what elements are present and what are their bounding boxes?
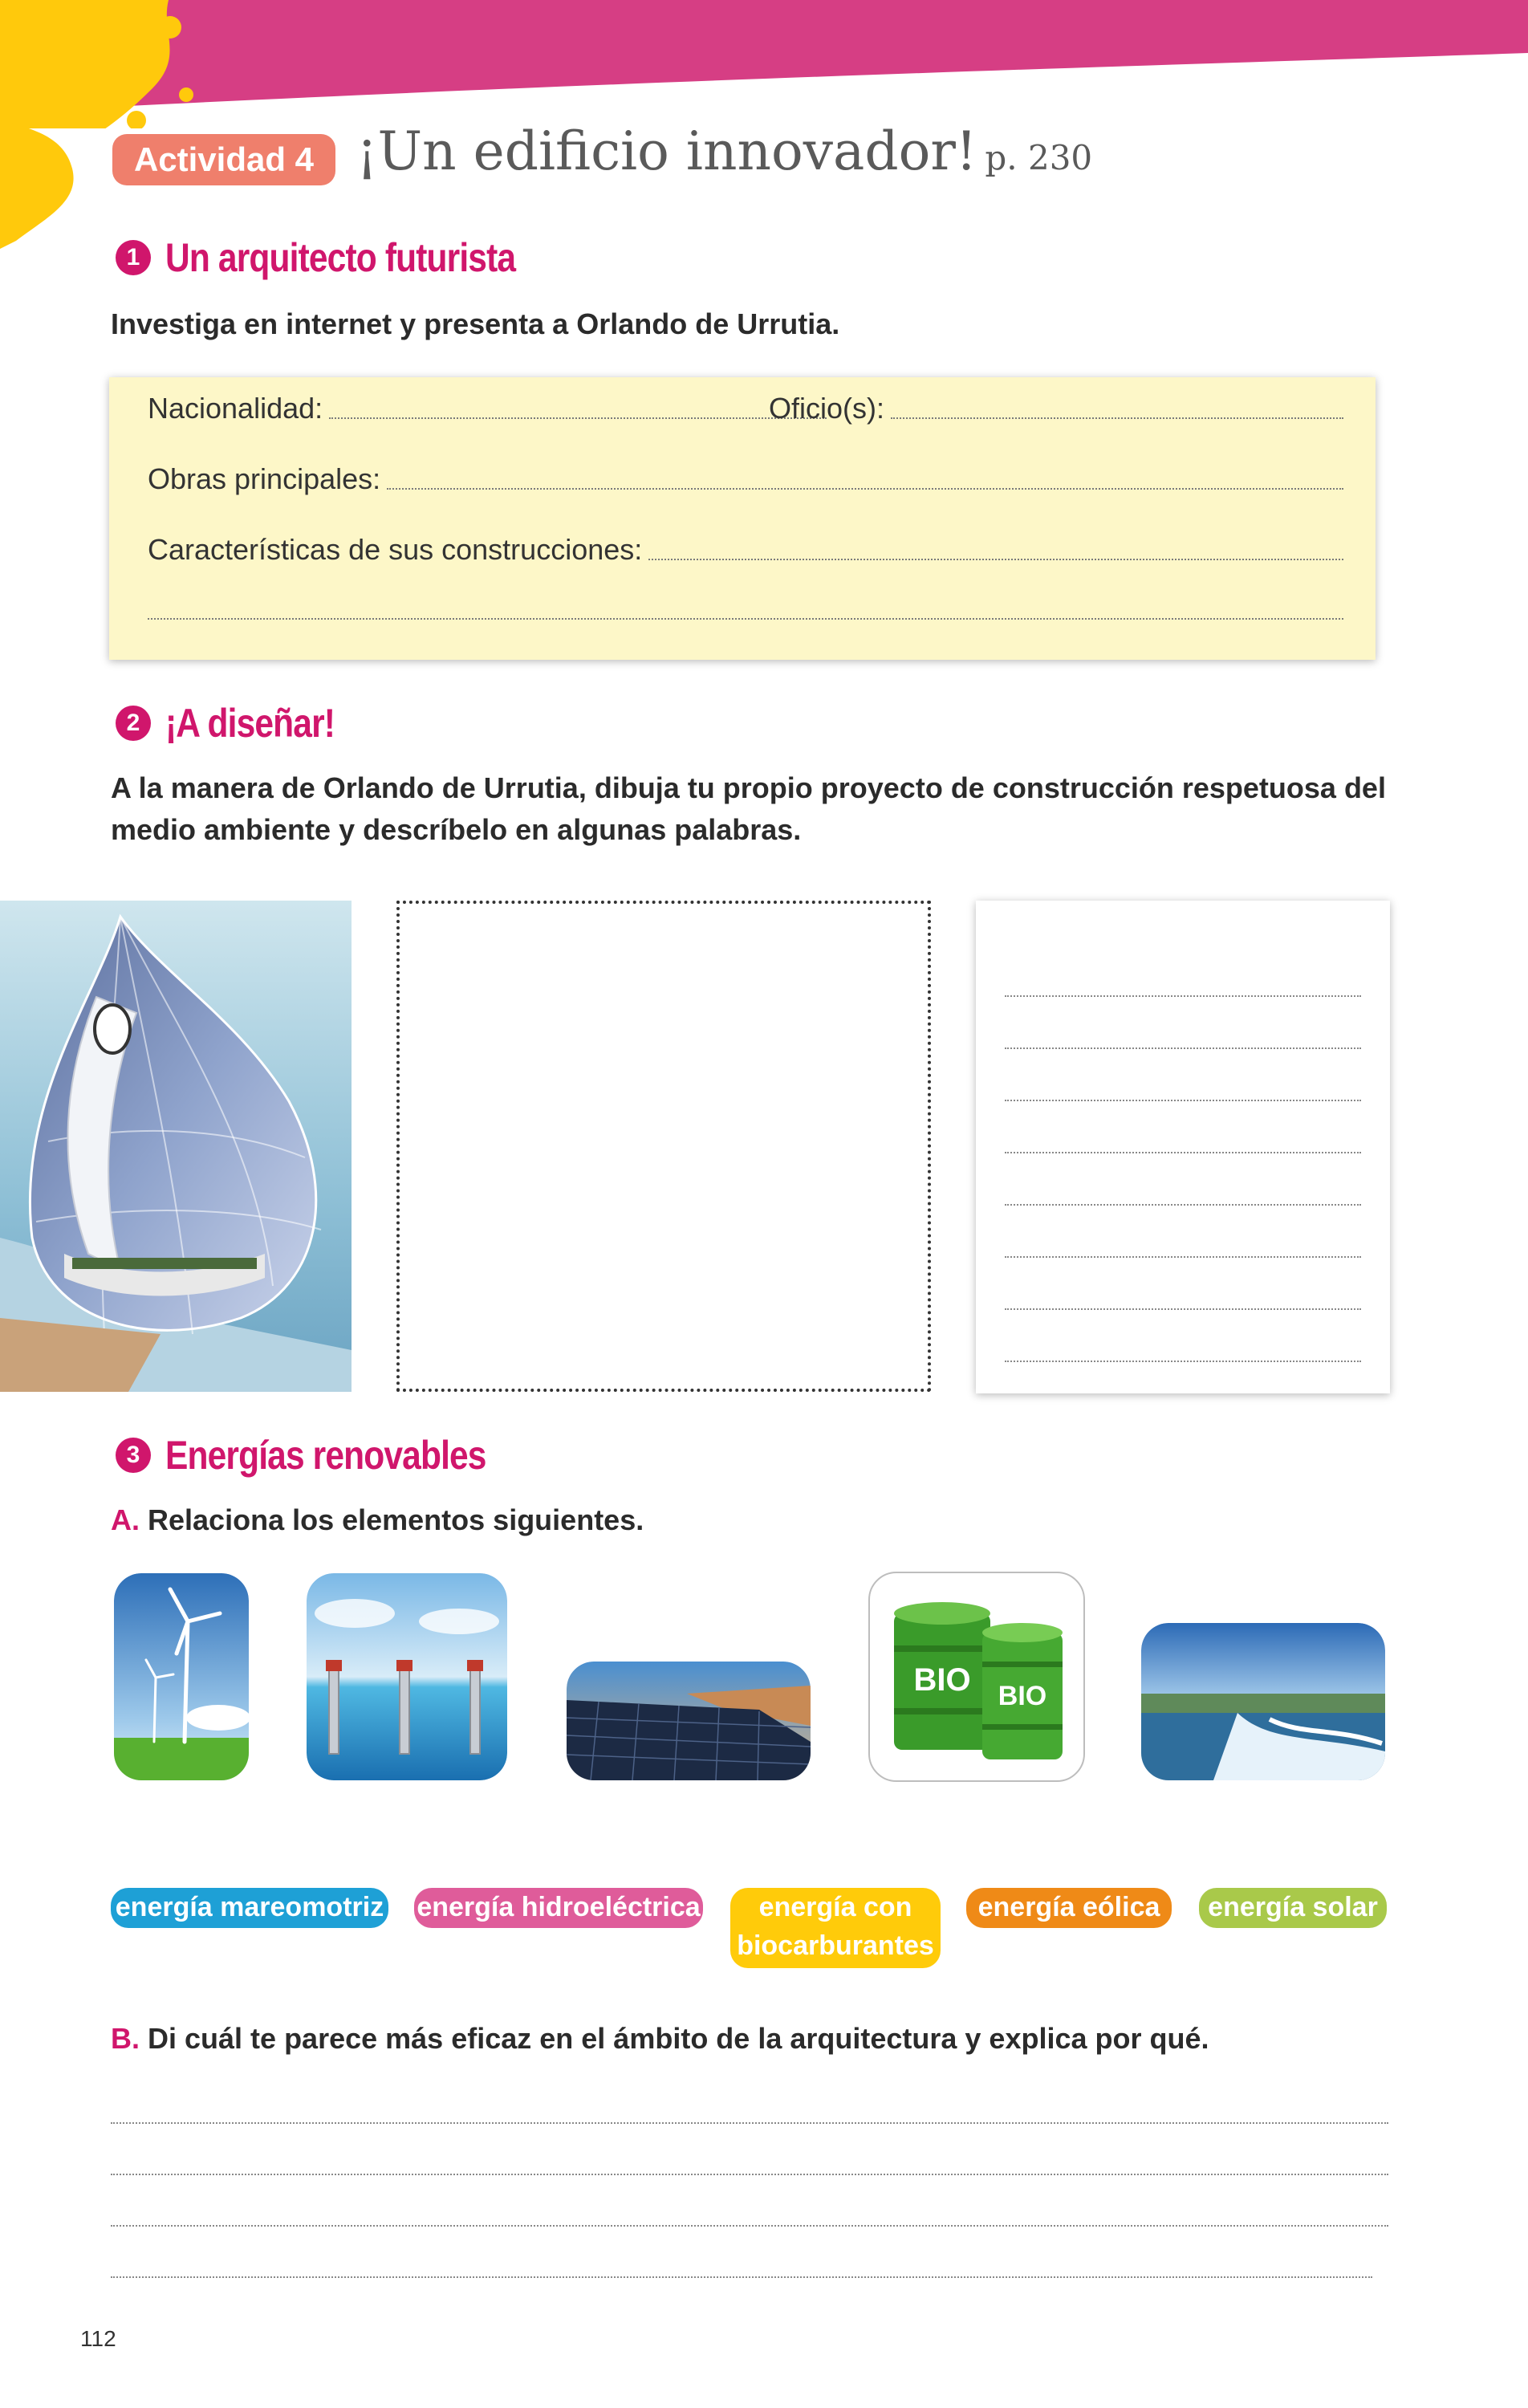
answer-line[interactable] [111,2225,1388,2227]
description-box [976,901,1390,1393]
teardrop-building-image [0,901,352,1392]
occupation-row[interactable] [769,392,1343,425]
label-wind-energy[interactable]: energía eólica [966,1888,1172,1928]
features-row[interactable] [148,533,1343,567]
biofuel-barrels-image[interactable] [868,1572,1085,1782]
section-number: 1 [116,240,151,275]
nationality-line[interactable] [329,417,827,419]
nationality-row[interactable] [148,392,827,425]
main-works-label: Obras principales: [148,462,381,495]
tidal-turbines-image[interactable] [307,1573,507,1780]
activity-title [356,120,1092,182]
section-title: Un arquitecto futurista [165,235,516,280]
nationality-label: Nacionalidad: [148,392,323,425]
description-line[interactable] [1005,1256,1361,1258]
barrel-label: BIO [998,1681,1047,1711]
description-line[interactable] [1005,995,1361,997]
solar-panels-image[interactable] [567,1662,811,1780]
activity-badge: Actividad 4 [112,134,335,185]
answer-line[interactable] [111,2174,1388,2175]
main-works-row[interactable] [148,462,1343,496]
section-2-instruction [111,767,1411,851]
part-b-instruction [111,2018,1209,2060]
info-form [109,377,1376,660]
features-line-2[interactable] [148,618,1343,620]
features-label: Características de sus construcciones: [148,533,643,566]
section-2-heading [116,700,364,746]
part-letter: B. [111,2022,140,2055]
wind-turbines-image[interactable] [114,1573,249,1780]
header-band [0,0,1528,128]
answer-line[interactable] [111,2122,1388,2124]
barrel-label: BIO [913,1662,971,1698]
title-text: ¡Un edificio innovador! [356,120,977,182]
paint-splash [0,120,128,249]
section-1-heading [116,234,577,281]
section-3-heading [116,1432,543,1479]
label-biofuel-energy[interactable]: energía con biocarburantes [730,1888,941,1968]
part-a-instruction [111,1499,644,1541]
section-number: 3 [116,1438,151,1473]
page-number: 112 [80,2326,116,2351]
description-line[interactable] [1005,1308,1361,1310]
main-works-line[interactable] [387,488,1343,490]
occupation-label: Oficio(s): [769,392,884,425]
description-line[interactable] [1005,1361,1361,1362]
occupation-line[interactable] [891,417,1343,419]
page-reference: p. 230 [985,138,1093,177]
part-text: Relaciona los elementos siguientes. [148,1503,644,1536]
section-1-instruction: Investiga en internet y presenta a Orlando de Urrutia. [111,307,840,340]
instruction-line: medio ambiente y descríbelo en algunas palabras. [111,813,802,846]
hydroelectric-dam-image[interactable] [1141,1623,1385,1780]
section-title: Energías renovables [165,1433,486,1478]
label-hydro-energy[interactable]: energía hidroeléctrica [414,1888,703,1928]
drawing-area[interactable] [396,901,931,1392]
description-line[interactable] [1005,1047,1361,1049]
description-line[interactable] [1005,1204,1361,1206]
part-text: Di cuál te parece más eficaz en el ámbito de la arquitectura y explica por qué. [148,2022,1209,2055]
answer-line[interactable] [111,2276,1372,2278]
description-line[interactable] [1005,1100,1361,1101]
label-tidal-energy[interactable]: energía mareomotriz [111,1888,388,1928]
instruction-line: A la manera de Orlando de Urrutia, dibuja tu propio proyecto de construcción respetuosa del [111,771,1386,804]
description-line[interactable] [1005,1152,1361,1153]
part-letter: A. [111,1503,140,1536]
section-title: ¡A diseñar! [165,701,335,746]
label-solar-energy[interactable]: energía solar [1199,1888,1387,1928]
section-number: 2 [116,706,151,741]
features-line[interactable] [648,559,1343,560]
